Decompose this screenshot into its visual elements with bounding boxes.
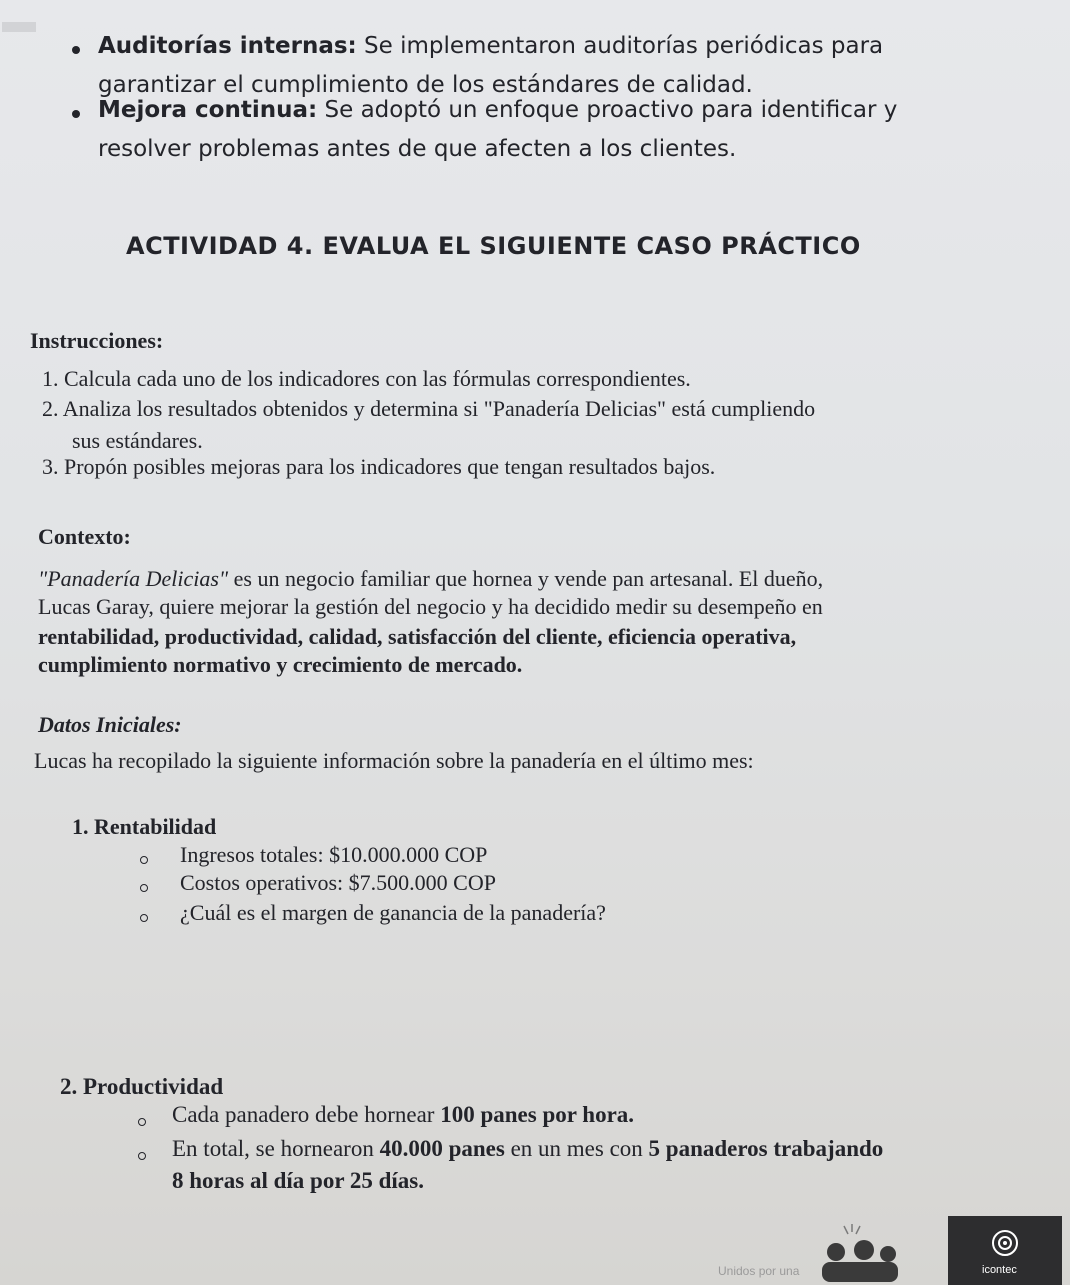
- productividad-item-2-mid: en un mes con: [504, 1136, 649, 1161]
- corner-label: [2, 22, 36, 32]
- productividad-item-1: [172, 1102, 634, 1128]
- footer-people-icon: [808, 1222, 908, 1282]
- initial-data-heading: Datos Iniciales:: [38, 712, 182, 737]
- business-name: "Panadería Delicias": [38, 566, 229, 591]
- bullet-dot: [72, 46, 80, 54]
- icontec-logo-text: icontec: [982, 1264, 1017, 1276]
- productividad-item-2: [172, 1136, 883, 1162]
- productividad-item-1-text: Cada panadero debe hornear: [172, 1102, 441, 1127]
- circle-bullet: [138, 1118, 146, 1126]
- productividad-item-2-cont: 8 horas al día por 25 días.: [172, 1168, 424, 1193]
- circle-bullet: [140, 856, 148, 864]
- context-line-1: [38, 566, 823, 592]
- instruction-item-2-cont: sus estándares.: [72, 428, 203, 453]
- context-line-2: Lucas Garay, quiere mejorar la gestión del negocio y ha decidido medir su desempeño en: [38, 594, 823, 619]
- bullet-auditorias-title: Auditorías internas:: [98, 33, 357, 59]
- instruction-item-3: 3. Propón posibles mejoras para los indicadores que tengan resultados bajos.: [42, 454, 716, 479]
- instruction-item-1: 1. Calcula cada uno de los indicadores con las fórmulas correspondientes.: [42, 366, 691, 391]
- productividad-item-2-text: En total, se hornearon: [172, 1136, 380, 1161]
- instructions-heading: Instrucciones:: [30, 328, 164, 353]
- icontec-logo-icon: [990, 1228, 1020, 1258]
- bullet-mejora-text: Se adoptó un enfoque proactivo para identificar y: [317, 97, 898, 123]
- rentabilidad-item-1: Ingresos totales: $10.000.000 COP: [180, 842, 488, 867]
- context-line-3: rentabilidad, productividad, calidad, satisfacción del cliente, eficiencia operativa,: [38, 624, 797, 649]
- context-line-1-rest: es un negocio familiar que hornea y vende pan artesanal. El dueño,: [228, 566, 824, 591]
- bullet-mejora-line1: [98, 97, 897, 123]
- bullet-auditorias-text: Se implementaron auditorías periódicas para: [356, 33, 884, 59]
- bullet-dot: [72, 110, 80, 118]
- rentabilidad-item-2: Costos operativos: $7.500.000 COP: [180, 870, 496, 895]
- section-productividad-heading: 2. Productividad: [60, 1074, 224, 1099]
- productividad-item-1-bold: 100 panes por hora.: [440, 1102, 635, 1127]
- icontec-logo: [948, 1216, 1062, 1285]
- circle-bullet: [138, 1152, 146, 1160]
- productividad-item-2-bold2: 5 panaderos trabajando: [648, 1136, 884, 1161]
- section-rentabilidad-heading: 1. Rentabilidad: [72, 814, 217, 839]
- productividad-item-2-bold1: 40.000 panes: [379, 1136, 505, 1161]
- rentabilidad-item-3: ¿Cuál es el margen de ganancia de la panadería?: [180, 900, 606, 925]
- bullet-auditorias-line2: garantizar el cumplimiento de los estándares de calidad.: [98, 72, 753, 98]
- initial-data-intro: Lucas ha recopilado la siguiente información sobre la panadería en el último mes:: [34, 748, 754, 773]
- footer-tagline: Unidos por una: [718, 1264, 800, 1278]
- bullet-mejora-title: Mejora continua:: [98, 97, 318, 123]
- bullet-mejora-line2: resolver problemas antes de que afecten a los clientes.: [98, 136, 737, 162]
- bullet-auditorias-line1: [98, 33, 883, 59]
- context-line-4: cumplimiento normativo y crecimiento de mercado.: [38, 652, 523, 677]
- instruction-item-2: 2. Analiza los resultados obtenidos y determina si "Panadería Delicias" está cumpliendo: [42, 396, 816, 421]
- context-heading: Contexto:: [38, 524, 131, 549]
- circle-bullet: [140, 914, 148, 922]
- activity-title: ACTIVIDAD 4. EVALUA EL SIGUIENTE CASO PRÁCTICO: [126, 232, 861, 260]
- circle-bullet: [140, 884, 148, 892]
